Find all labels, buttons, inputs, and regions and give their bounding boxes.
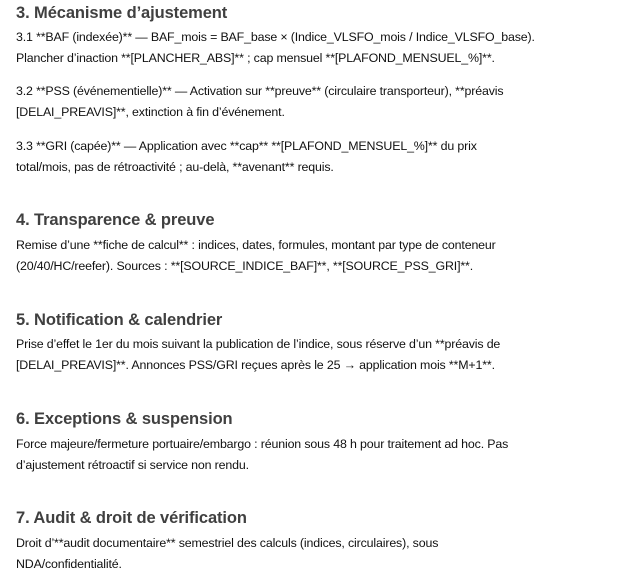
paragraph-7 — [16, 533, 616, 575]
paragraph-line: Prise d’effet le 1er du mois suivant la publication de l’indice, sous réserve d’un **préavis de — [16, 337, 501, 351]
paragraph-5 — [16, 334, 616, 376]
paragraph-line: 3.3 **GRI (capée)** — Application avec **cap** **[PLAFOND_MENSUEL_%]** du prix — [16, 139, 477, 153]
paragraph-line: 3.1 **BAF (indexée)** — BAF_mois = BAF_base × (Indice_VLSFO_mois / Indice_VLSFO_base). — [16, 30, 535, 44]
paragraph-3-2 — [16, 81, 616, 123]
paragraph-3-3 — [16, 136, 616, 178]
paragraph-4 — [16, 235, 616, 277]
paragraph-line: Plancher d’inaction **[PLANCHER_ABS]** ; cap mensuel **[PLAFOND_MENSUEL_%]**. — [16, 51, 495, 65]
paragraph-line: NDA/confidentialité. — [16, 557, 122, 571]
paragraph-3-1 — [16, 27, 616, 69]
section-heading: 7. Audit & droit de vérification — [16, 509, 247, 527]
section-heading: 5. Notification & calendrier — [16, 311, 223, 329]
section-heading: 3. Mécanisme d’ajustement — [16, 4, 228, 22]
paragraph-line: Force majeure/fermeture portuaire/embargo : réunion sous 48 h pour traitement ad hoc. Pas — [16, 437, 509, 451]
paragraph-line: 3.2 **PSS (événementielle)** — Activation sur **preuve** (circulaire transporteur), **préavis — [16, 84, 504, 98]
paragraph-line: (20/40/HC/reefer). Sources : **[SOURCE_INDICE_BAF]**, **[SOURCE_PSS_GRI]**. — [16, 259, 473, 273]
paragraph-line: [DELAI_PREAVIS]**, extinction à fin d’événement. — [16, 105, 285, 119]
paragraph-line: d’ajustement rétroactif si service non rendu. — [16, 458, 249, 472]
paragraph-6 — [16, 434, 616, 476]
section-heading: 6. Exceptions & suspension — [16, 410, 233, 428]
paragraph-line: Droit d’**audit documentaire** semestriel des calculs (indices, circulaires), sous — [16, 536, 439, 550]
paragraph-line: [DELAI_PREAVIS]**. Annonces PSS/GRI reçues après le 25 → application mois **M+1**. — [16, 358, 495, 372]
section-heading: 4. Transparence & preuve — [16, 211, 215, 229]
paragraph-line: Remise d’une **fiche de calcul** : indices, dates, formules, montant par type de conteneur — [16, 238, 496, 252]
paragraph-line: total/mois, pas de rétroactivité ; au-delà, **avenant** requis. — [16, 160, 334, 174]
